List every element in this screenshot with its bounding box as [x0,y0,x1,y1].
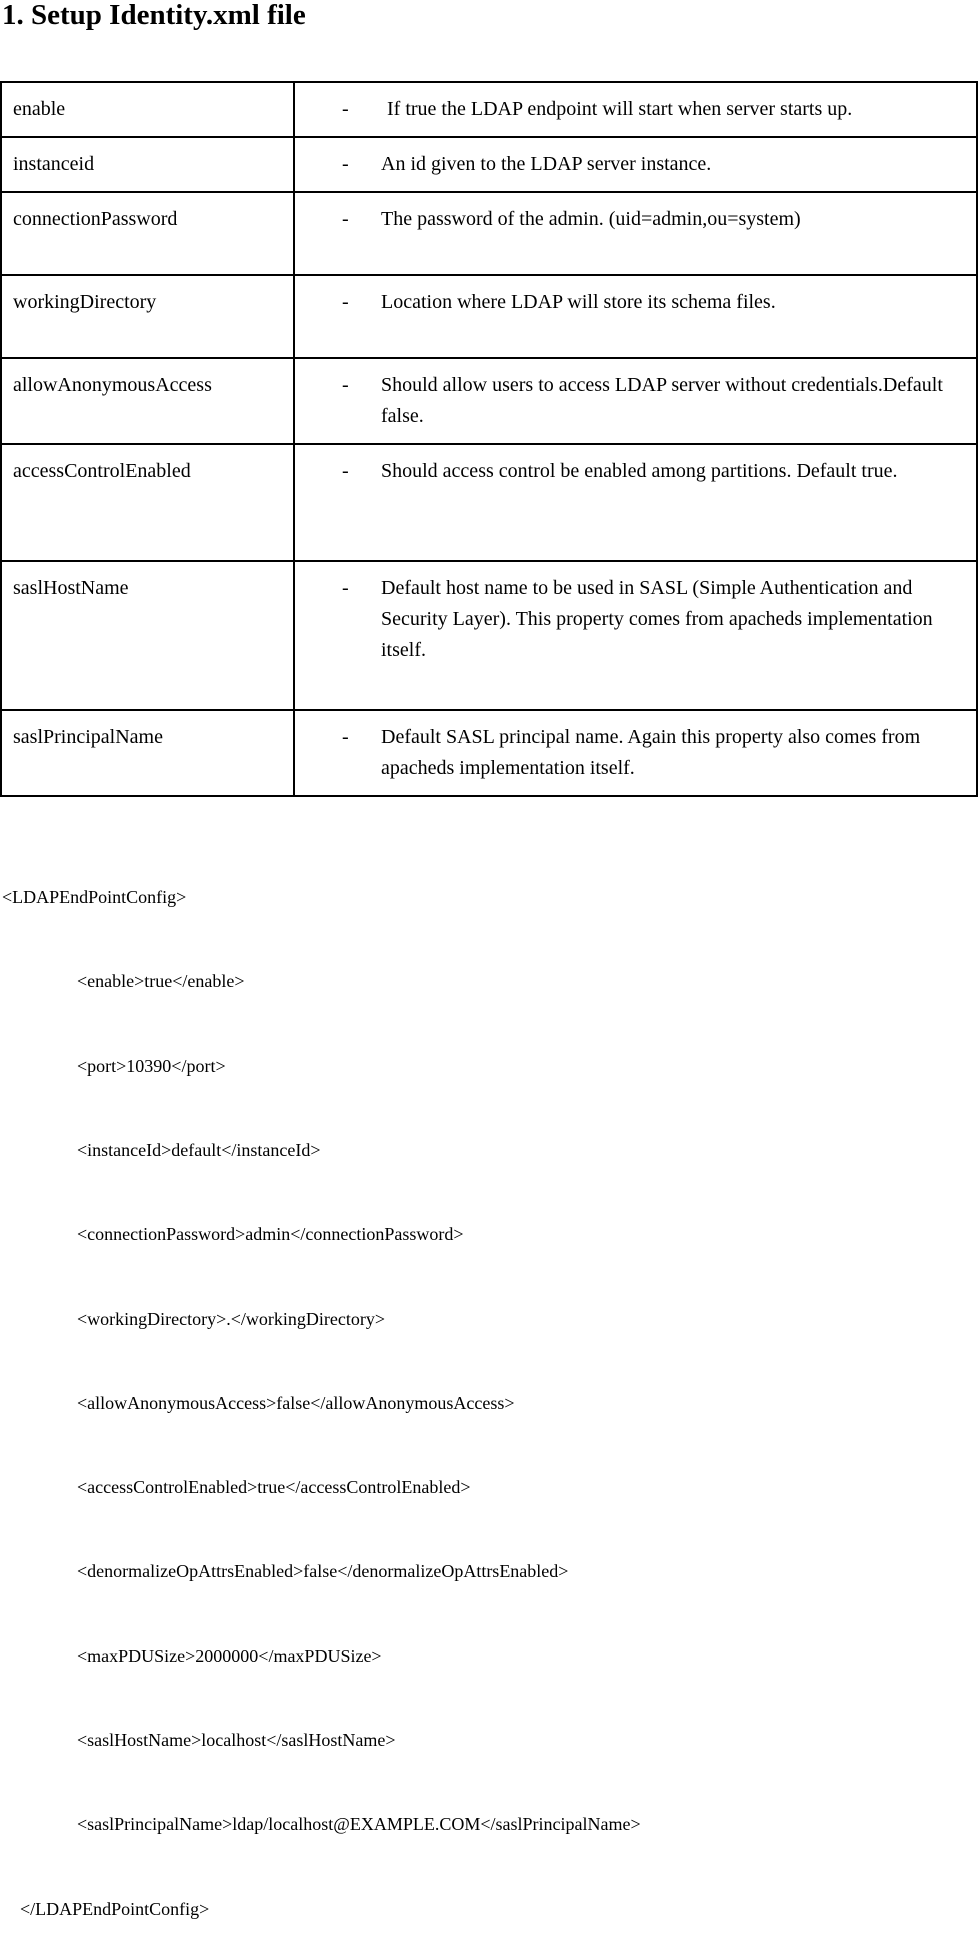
table-row [1,358,977,444]
property-description-cell [294,137,977,192]
xml-line: <instanceId>default</instanceId> [77,1140,321,1161]
property-description-cell [294,561,977,710]
table-row [1,444,977,561]
dash-bullet: - [342,726,349,748]
page-heading: 1. Setup Identity.xml file [2,0,306,31]
table-row [1,710,977,796]
xml-line: <connectionPassword>admin</connectionPassword> [77,1224,464,1245]
xml-line: <port>10390</port> [77,1055,226,1076]
property-name: enable [1,82,294,137]
property-description: If true the LDAP endpoint will start when server starts up. [387,98,853,120]
property-description: Default SASL principal name. Again this property also comes from apacheds implementation itself. [381,726,921,779]
property-description-cell [294,192,977,275]
xml-line: <workingDirectory>.</workingDirectory> [77,1308,386,1329]
xml-config-block [2,827,641,1951]
xml-line: <enable>true</enable> [77,971,245,992]
property-name: saslPrincipalName [1,710,294,796]
xml-line: <allowAnonymousAccess>false</allowAnonymousAccess> [77,1392,515,1413]
property-description: Location where LDAP will store its schema files. [381,291,776,313]
property-name: allowAnonymousAccess [1,358,294,444]
table-row [1,192,977,275]
table-row [1,82,977,137]
dash-bullet: - [342,98,349,120]
dash-bullet: - [342,374,349,396]
property-description-cell [294,275,977,358]
property-description-cell [294,710,977,796]
table-row [1,137,977,192]
xml-line: <saslHostName>localhost</saslHostName> [77,1730,396,1750]
dash-bullet: - [342,153,349,175]
xml-line: <accessControlEnabled>true</accessControlEnabled> [77,1477,471,1498]
property-description: Default host name to be used in SASL (Simple Authentication and Security Layer). This property comes from apacheds implementation itself. [381,577,933,661]
property-name: accessControlEnabled [1,444,294,561]
xml-close-tag: </LDAPEndPointConfig> [20,1898,210,1919]
xml-open-tag: <LDAPEndPointConfig> [2,887,187,908]
property-name: saslHostName [1,561,294,710]
property-description-cell [294,444,977,561]
dash-bullet: - [342,577,349,599]
property-description: Should access control be enabled among partitions. Default true. [381,460,898,482]
dash-bullet: - [342,460,349,482]
property-description: An id given to the LDAP server instance. [381,153,712,175]
property-description-cell [294,358,977,444]
dash-bullet: - [342,291,349,313]
property-description: Should allow users to access LDAP server without credentials.Default false. [381,374,943,427]
xml-line: <denormalizeOpAttrsEnabled>false</denormalizeOpAttrsEnabled> [77,1561,569,1582]
property-name: connectionPassword [1,192,294,275]
properties-table [0,81,978,797]
table-row [1,561,977,710]
property-description-cell [294,82,977,137]
xml-line: <saslPrincipalName>ldap/localhost@EXAMPLE.COM</saslPrincipalName> [77,1814,641,1835]
dash-bullet: - [342,208,349,230]
property-name: instanceid [1,137,294,192]
table-row [1,275,977,358]
property-name: workingDirectory [1,275,294,358]
xml-line: <maxPDUSize>2000000</maxPDUSize> [77,1645,382,1666]
property-description: The password of the admin. (uid=admin,ou=system) [381,208,801,230]
